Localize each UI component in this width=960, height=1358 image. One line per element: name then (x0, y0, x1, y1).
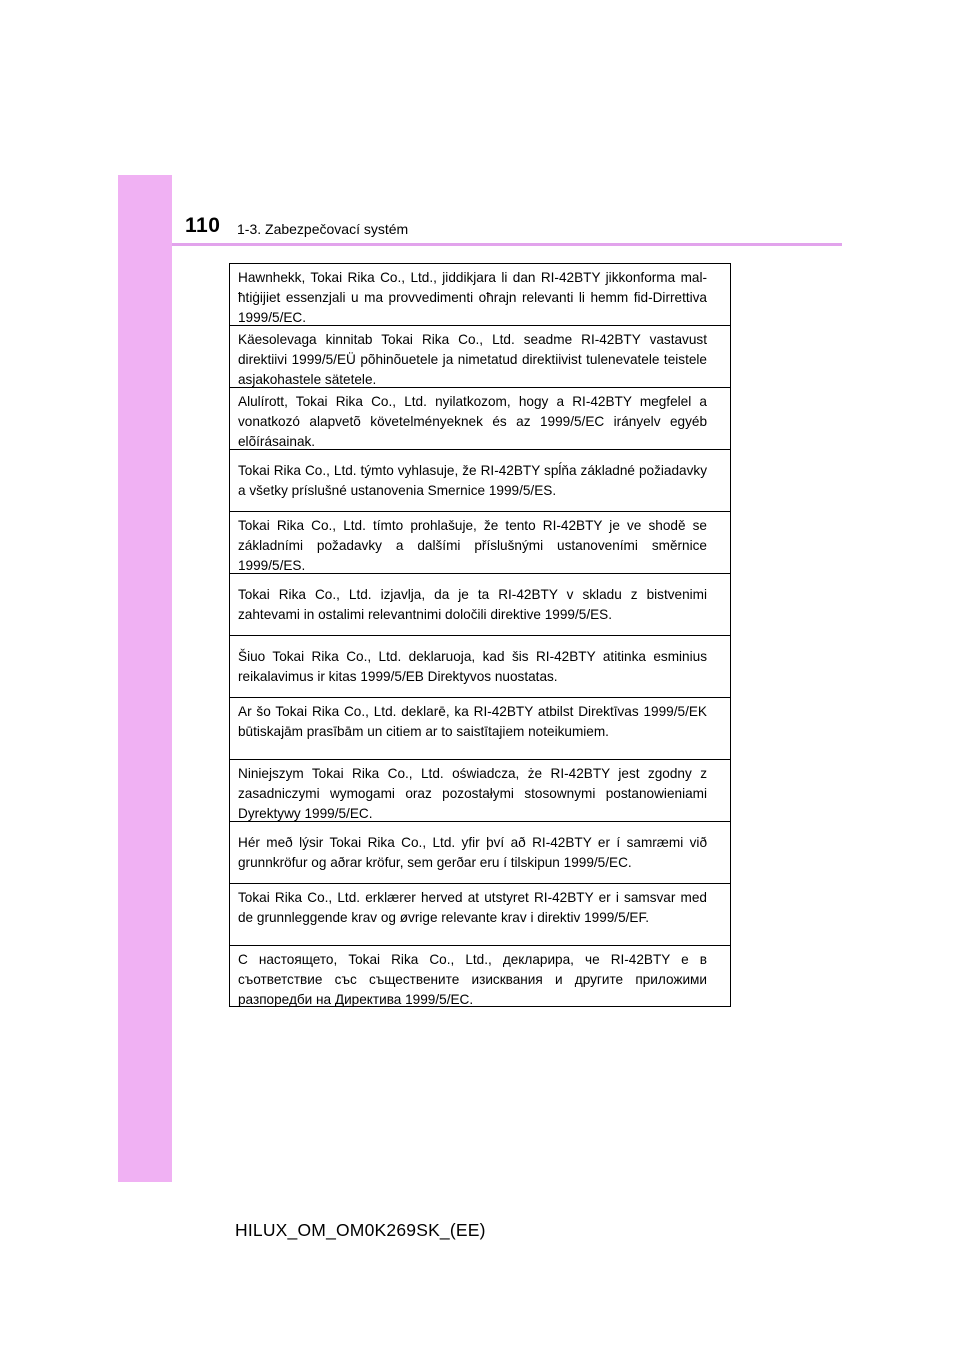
declaration-row-slovenian (230, 574, 730, 636)
page-number: 110 (185, 214, 221, 237)
declaration-text: Tokai Rika Co., Ltd. izjavlja, da je ta RI-42BTY v skladu z bistvenimi zahtevami in ostalimi relevantnimi določili direktive 1999/5/ES. (238, 586, 707, 622)
declaration-text: Hér með lýsir Tokai Rika Co., Ltd. yfir því að RI-42BTY er í samræmi við grunnkröfur og aðrar kröfur, sem gerðar eru í tilskipun 1999/5/EC. (238, 834, 707, 870)
declaration-row-bulgarian (230, 946, 730, 1006)
declaration-text: Šiuo Tokai Rika Co., Ltd. deklaruoja, kad šis RI-42BTY atitinka esminius reikalavimus ir kitas 1999/5/EB Direktyvos nuostatas. (238, 648, 707, 684)
document-code: HILUX_OM_OM0K269SK_(EE) (235, 1220, 486, 1240)
section-title: 1-3. Zabezpečovací systém (237, 221, 409, 237)
declaration-row-polish (230, 760, 730, 822)
declaration-row-maltese (230, 264, 730, 326)
declaration-table (229, 263, 731, 1007)
declaration-row-czech (230, 512, 730, 574)
declaration-row-slovak (230, 450, 730, 512)
declaration-row-estonian (230, 326, 730, 388)
declaration-row-icelandic (230, 822, 730, 884)
declaration-text: Tokai Rika Co., Ltd. tímto prohlašuje, že tento RI-42BTY je ve shodě se základními požadavky a dalšími příslušnými ustanoveními směrnice 1999/5/ES. (238, 518, 707, 573)
header-divider (172, 243, 842, 246)
declaration-row-latvian (230, 698, 730, 760)
declaration-text: Alulírott, Tokai Rika Co., Ltd. nyilatkozom, hogy a RI-42BTY megfelel a vonatkozó alapvetõ követelményeknek és az 1999/5/EC irányelv egyéb elõírásainak. (238, 394, 707, 449)
declaration-row-hungarian (230, 388, 730, 450)
declaration-text: Ar šo Tokai Rika Co., Ltd. deklarē, ka RI-42BTY atbilst Direktīvas 1999/5/EK būtiskajām prasībām un citiem ar to saistītajiem noteikumiem. (238, 704, 707, 739)
declaration-text: Käesolevaga kinnitab Tokai Rika Co., Ltd. seadme RI-42BTY vastavust direktiivi 1999/5/EÜ põhinõuetele ja nimetatud direktiivist tulenevatele teistele asjakohastele sätetele. (238, 332, 707, 387)
declaration-text: С настоящето, Tokai Rika Co., Ltd., декларира, че RI-42BTY е в съответствие със съществените изисквания и другите приложими разпоредби на Директива 1999/5/EC. (238, 952, 707, 1007)
declaration-text: Hawnhekk, Tokai Rika Co., Ltd., jiddikjara li dan RI-42BTY jikkonforma mal-ħtiġijiet essenzjali u ma provvedimenti oħrajn relevanti li hemm fid-Dirrettiva 1999/5/EC. (238, 270, 707, 325)
side-tab-strip (118, 175, 172, 1182)
declaration-text: Niniejszym Tokai Rika Co., Ltd. oświadcza, że RI-42BTY jest zgodny z zasadniczymi wymogami oraz pozostałymi stosownymi postanowieniami Dyrektywy 1999/5/EC. (238, 766, 707, 821)
declaration-text: Tokai Rika Co., Ltd. erklærer herved at utstyret RI-42BTY er i samsvar med de grunnleggende krav og øvrige relevante krav i direktiv 1999/5/EF. (238, 890, 707, 925)
declaration-text: Tokai Rika Co., Ltd. týmto vyhlasuje, že RI-42BTY spĺňa základné požiadavky a všetky príslušné ustanovenia Smernice 1999/5/ES. (238, 462, 707, 498)
declaration-row-norwegian (230, 884, 730, 946)
declaration-row-lithuanian (230, 636, 730, 698)
